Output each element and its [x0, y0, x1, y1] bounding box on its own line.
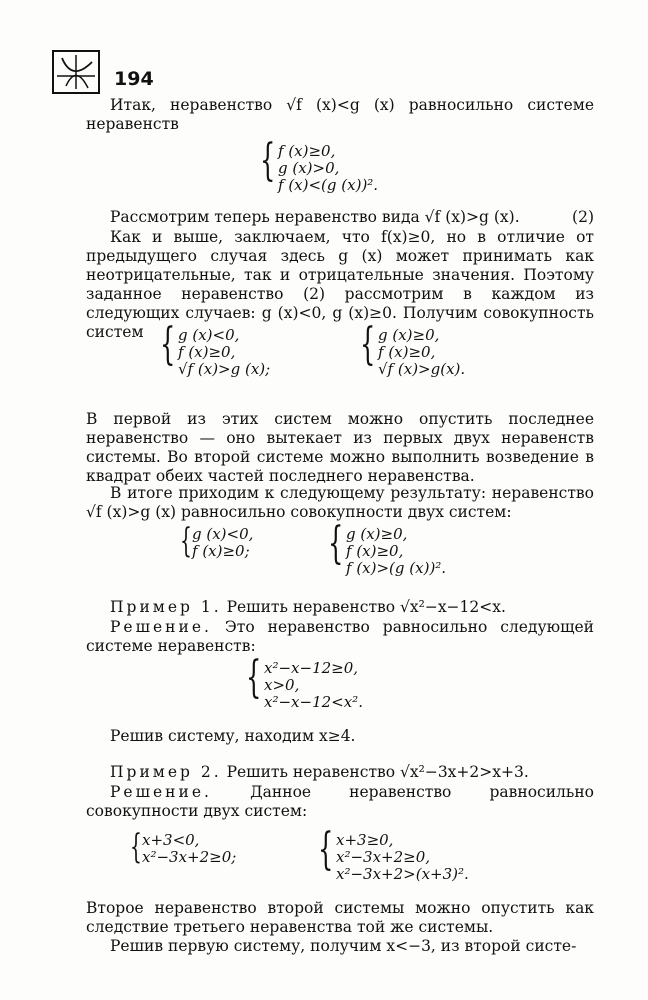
system-line: √f (x)>g(x). — [378, 360, 466, 378]
paragraph-2 — [86, 208, 594, 227]
system-line: f (x)≥0, — [278, 142, 336, 160]
brace-icon: { — [318, 824, 334, 875]
brace-icon: { — [260, 135, 276, 186]
system-line: g (x)≥0, — [346, 525, 408, 543]
paragraph-5: В итоге приходим к следующему результату: неравенство √f (x)>g (x) равносильно совокупности двух систем: — [86, 484, 594, 521]
system-5a — [130, 827, 237, 867]
paragraph-1: Итак, неравенство √f (x)<g (x) равносильно системе неравенств — [86, 96, 594, 133]
solution-1-text: Это неравенство равносильно следующей системе неравенств: — [86, 618, 594, 655]
system-line: x²−3x+2≥0, — [336, 848, 431, 866]
system-line: f (x)≥0, — [346, 542, 404, 560]
solution-2-label: Решение. — [110, 783, 212, 801]
example-2-label: Пример 2. — [110, 763, 222, 781]
brace-icon: { — [160, 319, 176, 370]
graph-logo-icon — [52, 50, 100, 94]
equation-number: (2) — [572, 208, 594, 226]
paragraph-4: В первой из этих систем можно опустить последнее неравенство — оно вытекает из первых двух неравенств системы. Во второй системе можно выполнить возведение в квадрат обеих частей последнего неравенства. — [86, 410, 594, 485]
system-line: f (x)≥0, — [178, 343, 236, 361]
system-2a — [160, 319, 271, 378]
system-line: g (x)<0, — [178, 326, 240, 344]
example-1-text: Решить неравенство √x²−x−12<x. — [226, 598, 506, 616]
system-line: x²−x−12≥0, — [264, 659, 359, 677]
example-1 — [86, 598, 594, 617]
paragraph-2-text: Рассмотрим теперь неравенство вида √f (x)>g (x). — [110, 208, 520, 226]
system-line: g (x)<0, — [192, 525, 254, 543]
system-line: x²−3x+2>(x+3)². — [336, 865, 469, 883]
system-line: g (x)>0, — [278, 159, 340, 177]
paragraph-3: Как и выше, заключаем, что f(x)≥0, но в отличие от предыдущего случая здесь g (x) может принимать как неотрицательные, так и отрицательные значения. Поэтому заданное неравенство (2) рассмотрим в каждом из следующих случаев: g (x)<0, g (x)≥0. Получим совокупность систем — [86, 228, 594, 341]
system-line: f (x)<(g (x))². — [278, 176, 379, 194]
brace-icon: { — [130, 827, 142, 867]
paragraph-6: Решив систему, находим x≥4. — [110, 727, 356, 745]
solution-1-label: Решение. — [110, 618, 212, 636]
system-2b — [360, 319, 466, 378]
system-line: g (x)≥0, — [378, 326, 440, 344]
system-3b — [328, 518, 447, 577]
system-line: x²−x−12<x². — [264, 693, 363, 711]
system-4 — [246, 652, 363, 711]
system-line: x+3≥0, — [336, 831, 394, 849]
brace-icon: { — [328, 518, 344, 569]
system-line: x>0, — [264, 676, 300, 694]
brace-icon: { — [246, 652, 262, 703]
system-line: f (x)≥0; — [192, 542, 250, 560]
paragraph-7: Второе неравенство второй системы можно опустить как следствие третьего неравенства той же системы. — [86, 899, 594, 936]
solution-2-text: Данное неравенство равносильно совокупности двух систем: — [86, 783, 594, 820]
solution-2 — [86, 783, 594, 821]
system-line: x²−3x+2≥0; — [142, 848, 237, 866]
system-1 — [260, 135, 379, 194]
brace-icon: { — [180, 521, 192, 561]
system-line: x+3<0, — [142, 831, 200, 849]
solution-1 — [86, 618, 594, 656]
example-2 — [86, 763, 594, 782]
example-1-label: Пример 1. — [110, 598, 222, 616]
paragraph-8: Решив первую систему, получим x<−3, из второй систе- — [110, 937, 577, 955]
system-line: √f (x)>g (x); — [178, 360, 271, 378]
system-5b — [318, 824, 469, 883]
system-line: f (x)≥0, — [378, 343, 436, 361]
example-2-text: Решить неравенство √x²−3x+2>x+3. — [226, 763, 529, 781]
page-number: 194 — [114, 68, 154, 90]
system-3a — [180, 521, 254, 561]
system-line: f (x)>(g (x))². — [346, 559, 447, 577]
brace-icon: { — [360, 319, 376, 370]
